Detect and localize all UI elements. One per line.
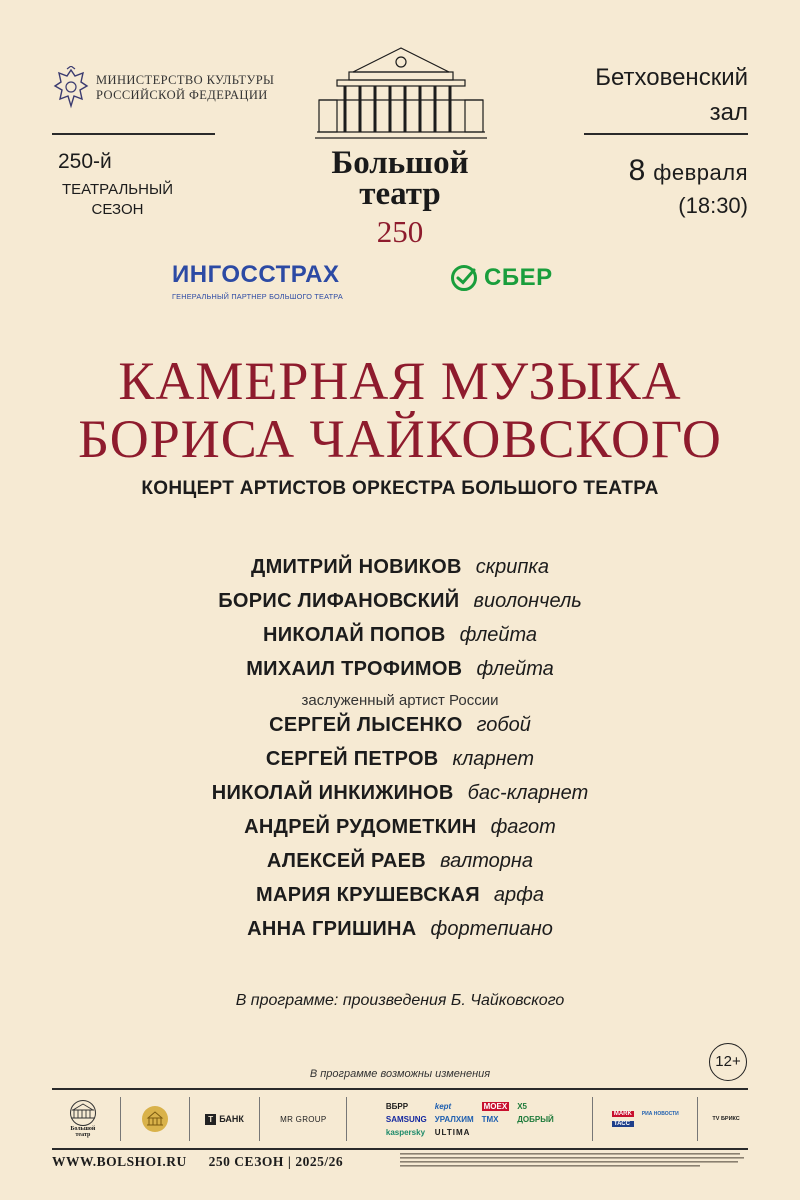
program-note: В программе: произведения Б. Чайковского [235, 992, 565, 1009]
footer-theatre-line-1: Большой [70, 1126, 96, 1132]
performer-row [0, 778, 800, 810]
concert-title-line-2: БОРИСА ЧАЙКОВСКОГО [78, 409, 722, 469]
anniversary-number: 250 [376, 214, 424, 249]
dobry-logo: ДОБРЫЙ [517, 1114, 554, 1124]
performer-name: НИКОЛАЙ ПОПОВ [262, 624, 446, 646]
performer-row [0, 744, 800, 776]
performer-name: БОРИС ЛИФАНОВСКИЙ [218, 590, 460, 612]
bolshoi-building-icon [315, 42, 487, 142]
ministry-line-2: РОССИЙСКОЙ ФЕДЕРАЦИИ [96, 88, 268, 102]
sponsor-divider [697, 1097, 698, 1141]
ingosstrakh-name: ИНГОССТРАХ [172, 261, 340, 288]
official-sponsors-grid [386, 1102, 554, 1137]
footer-rule-top [52, 1088, 748, 1090]
ministry-line-1: МИНИСТЕРСТВО КУЛЬТУРЫ [96, 73, 275, 87]
date-month: февраля [653, 160, 748, 185]
concert-title-line-1: КАМЕРНАЯ МУЗЫКА [118, 351, 682, 411]
media-partners-grid [612, 1111, 679, 1127]
performer-name: АННА ГРИШИНА [247, 918, 417, 940]
media-partners [599, 1093, 691, 1145]
tv-partner [704, 1093, 748, 1145]
performer-row [0, 812, 800, 844]
performer-instrument: фагот [490, 816, 556, 838]
event-date [540, 154, 748, 188]
age-rating-badge: 12+ [709, 1043, 747, 1081]
official-sponsors [353, 1093, 586, 1145]
event-time: (18:30) [678, 193, 748, 218]
footer-season: 250 СЕЗОН [208, 1154, 284, 1169]
performer-row [0, 914, 800, 946]
performer-row [0, 552, 800, 584]
performer-instrument: бас-кларнет [467, 782, 589, 804]
footer-years: 2025/26 [295, 1154, 344, 1169]
performer-instrument: кларнет [452, 748, 535, 770]
sponsor-divider [592, 1097, 593, 1141]
t-bank-logo [196, 1093, 254, 1145]
mr-group-name: MR GROUP [280, 1114, 327, 1124]
performer-name: МАРИЯ КРУШЕВСКАЯ [256, 884, 480, 906]
ministry-logo [52, 66, 282, 110]
honor-note: заслуженный артист России [301, 692, 499, 709]
tass-logo: ТАСС [612, 1121, 634, 1127]
performer-row [0, 710, 800, 742]
footer-theatre-line-2: театр [75, 1132, 91, 1138]
performer-instrument: фортепиано [430, 918, 553, 940]
x5-logo: X5 [517, 1101, 527, 1111]
season-label [55, 180, 180, 220]
performer-row [0, 586, 800, 618]
kaspersky-logo: kaspersky [385, 1127, 426, 1137]
concert-subtitle: КОНЦЕРТ АРТИСТОВ ОРКЕСТРА БОЛЬШОГО ТЕАТРА [141, 478, 659, 499]
mr-group-logo [266, 1093, 340, 1145]
ministry-name [96, 73, 274, 103]
performer-name: ДМИТРИЙ НОВИКОВ [251, 556, 462, 578]
t-bank-icon: T [205, 1114, 216, 1125]
tmh-logo: ТМХ [481, 1114, 499, 1124]
performer-row [0, 880, 800, 912]
date-day: 8 [628, 154, 646, 187]
season-label-line-1: ТЕАТРАЛЬНЫЙ [61, 181, 174, 198]
performer-row [0, 620, 800, 652]
header-rule-left [52, 133, 215, 135]
performer-name: АЛЕКСЕЙ РАЕВ [266, 850, 427, 872]
performer-instrument: арфа [493, 884, 544, 906]
season-label-line-2: СЕЗОН [91, 201, 144, 218]
moex-logo: MOEX [483, 1101, 508, 1111]
performer-instrument: гобой [476, 714, 531, 736]
performer-name: АНДРЕЙ РУДОМЕТКИН [244, 816, 477, 838]
uralchem-logo: УРАЛХИМ [434, 1114, 474, 1124]
hall-name-line-2: зал [709, 99, 748, 126]
sponsor-divider [259, 1097, 260, 1141]
theatre-name [300, 145, 500, 212]
crest-icon [140, 1104, 170, 1134]
performer-row [0, 846, 800, 878]
hall-name-line-1: Бетховенский [595, 64, 748, 91]
mark-logo: MARK [613, 1111, 632, 1117]
ingosstrakh-logo [172, 262, 352, 301]
sponsor-strip [52, 1093, 748, 1145]
performer-name: СЕРГЕЙ ПЕТРОВ [265, 748, 439, 770]
theatre-name-line-1: Большой [331, 145, 469, 181]
t-bank-name: БАНК [219, 1114, 244, 1124]
performer-instrument: флейта [476, 658, 554, 680]
sponsor-divider [189, 1097, 190, 1141]
ria-logo: РИА НОВОСТИ [641, 1111, 679, 1117]
sponsor-divider [120, 1097, 121, 1141]
performer-name: НИКОЛАЙ ИНКИЖИНОВ [211, 782, 454, 804]
hall-name [540, 60, 748, 130]
bolshoi-building-small-icon [63, 1100, 103, 1126]
performer-name: МИХАИЛ ТРОФИМОВ [246, 658, 463, 680]
legal-fine-print [400, 1152, 748, 1170]
ingosstrakh-caption: ГЕНЕРАЛЬНЫЙ ПАРТНЕР БОЛЬШОГО ТЕАТРА [172, 292, 343, 301]
performer-row [0, 654, 800, 686]
performer-instrument: виолончель [473, 590, 582, 612]
footer-theatre-logo [52, 1093, 114, 1145]
ultima-logo: ULTIMA [434, 1127, 471, 1137]
performer-instrument: флейта [459, 624, 538, 646]
season-number: 250-й [58, 150, 112, 173]
performer-instrument: скрипка [475, 556, 549, 578]
sponsor-board-logo [127, 1093, 183, 1145]
performer-instrument: валторна [440, 850, 534, 872]
performer-name: СЕРГЕЙ ЛЫСЕНКО [269, 714, 463, 736]
sponsor-divider [346, 1097, 347, 1141]
theatre-name-line-2: театр [359, 176, 441, 212]
website-link[interactable]: WWW.BOLSHOI.RU [52, 1154, 187, 1169]
eagle-emblem-icon [52, 66, 90, 110]
sber-name: СБЕР [484, 264, 553, 291]
samsung-logo: SAMSUNG [385, 1114, 427, 1124]
footer-theatre-name [70, 1126, 95, 1138]
sber-logo [450, 262, 553, 294]
tv-brics-logo: TV БРИКС [712, 1116, 740, 1122]
header-rule-right [584, 133, 748, 135]
footer-separator: | [287, 1154, 292, 1169]
kept-logo: kept [434, 1101, 452, 1111]
vbrr-logo: ВБРР [385, 1101, 409, 1111]
footer-site-line [52, 1154, 343, 1170]
changes-note: В программе возможны изменения [309, 1068, 491, 1080]
footer-rule-bottom [52, 1148, 748, 1150]
sber-check-icon [450, 264, 478, 292]
